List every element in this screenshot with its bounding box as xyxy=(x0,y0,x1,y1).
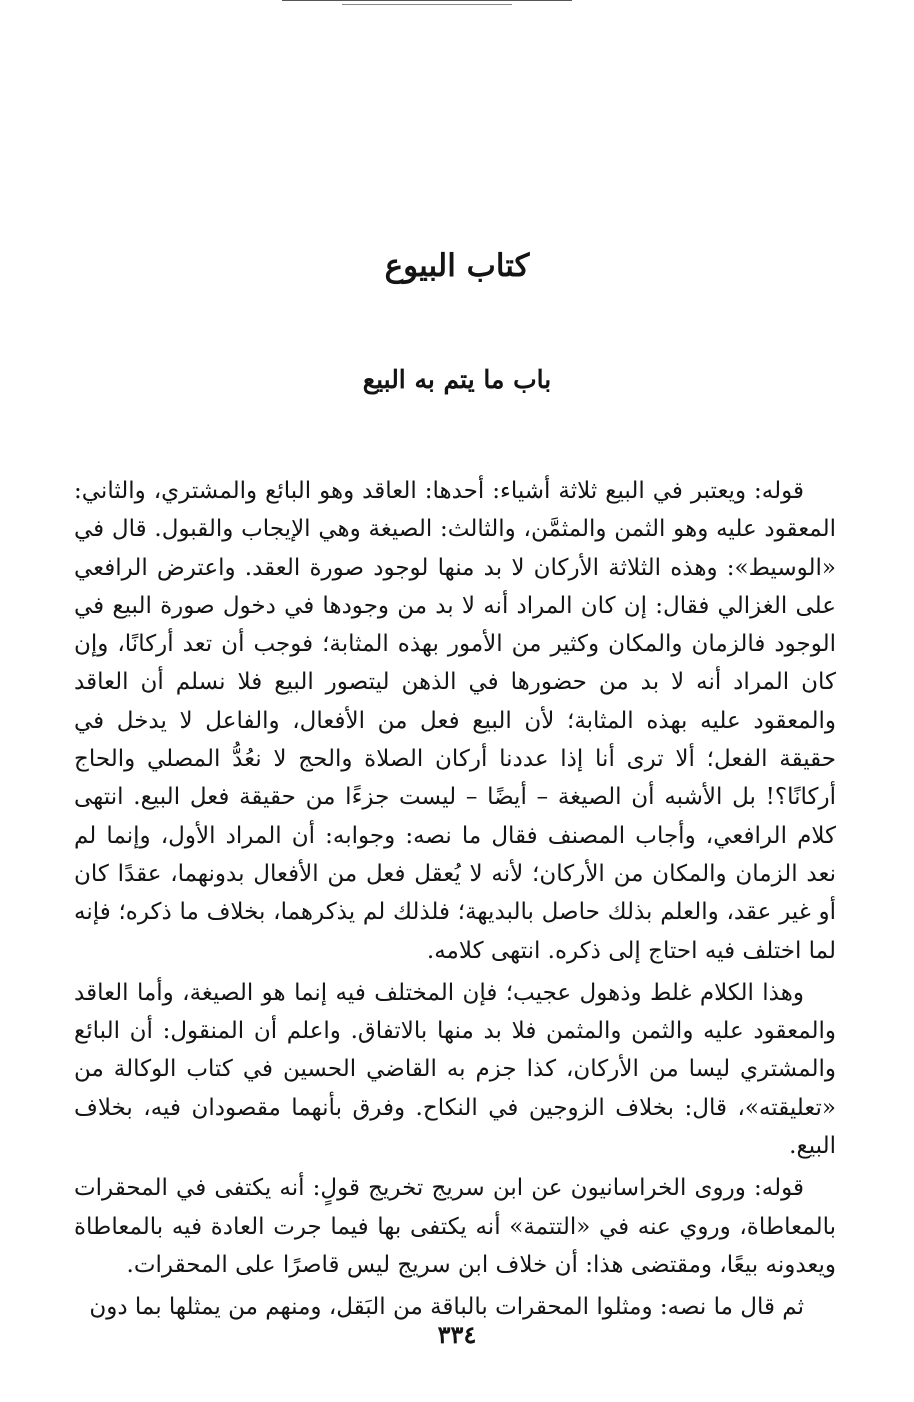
paragraph: وهذا الكلام غلط وذهول عجيب؛ فإن المختلف فيه إنما هو الصيغة، وأما العاقد والمعقود عليه والثمن والمثمن فلا بد منها بالاتفاق. واعلم أن المنقول: أن البائع والمشتري ليسا من الأركان، كذا جزم به القاضي الحسين في كتاب الوكالة من «تعليقته»، قال: بخلاف الزوجين في النكاح. وفرق بأنهما مقصودان فيه، بخلاف البيع. xyxy=(74,979,836,1160)
paragraph: قوله: ويعتبر في البيع ثلاثة أشياء: أحدها: العاقد وهو البائع والمشتري، والثاني: المعقود عليه وهو الثمن والمثمَّن، والثالث: الصيغة وهي الإيجاب والقبول. قال في «الوسيط»: وهذه الثلاثة الأركان لا بد منها لوجود صورة العقد. واعترض الرافعي على الغزالي فقال: إن كان المراد أنه لا بد من وجودها في دخول صورة البيع في الوجود فالزمان والمكان وكثير من الأمور بهذه المثابة؛ فوجب أن تعد أركانًا، وإن كان المراد أنه لا بد من حضورها في الذهن ليتصور البيع فلا نسلم أن العاقد والمعقود عليه بهذه المثابة؛ لأن البيع فعل من الأفعال، والفاعل لا يدخل في حقيقة الفعل؛ ألا ترى أنا إذا عددنا أركان الصلاة والحج لا نعُدُّ المصلي والحاج أركانًا؟! بل الأشبه أن الصيغة – أيضًا – ليست جزءًا من حقيقة فعل البيع. انتهى كلام الرافعي، وأجاب المصنف فقال ما نصه: وجوابه: أن المراد الأول، وإنما لم نعد الزمان والمكان من الأركان؛ لأنه لا يُعقل فعل من الأفعال بدونهما، عقدًا كان أو غير عقد، والعلم بذلك حاصل بالبديهة؛ فلذلك لم يذكرهما، بخلاف ما ذكره؛ فإنه لما اختلف فيه احتاج إلى ذكره. انتهى كلامه. xyxy=(74,478,836,964)
paragraph: قوله: وروى الخراسانيون عن ابن سريج تخريج قولٍ: أنه يكتفى في المحقرات بالمعاطاة، وروي عنه في «التتمة» أنه يكتفى بها فيما جرت العادة فيه بالمعاطاة ويعدونه بيعًا، ومقتضى هذا: أن خلاف ابن سريج ليس قاصرًا على المحقرات. xyxy=(74,1175,836,1278)
chapter-title: باب ما يتم به البيع xyxy=(362,365,552,394)
body-text xyxy=(74,472,836,1327)
top-rule xyxy=(282,0,572,4)
page-number: ٣٣٤ xyxy=(437,1320,477,1349)
book-title: كتاب البيوع xyxy=(384,248,530,284)
paragraph: ثم قال ما نصه: ومثلوا المحقرات بالباقة من البَقل، ومنهم من يمثلها بما دون xyxy=(89,1294,804,1321)
